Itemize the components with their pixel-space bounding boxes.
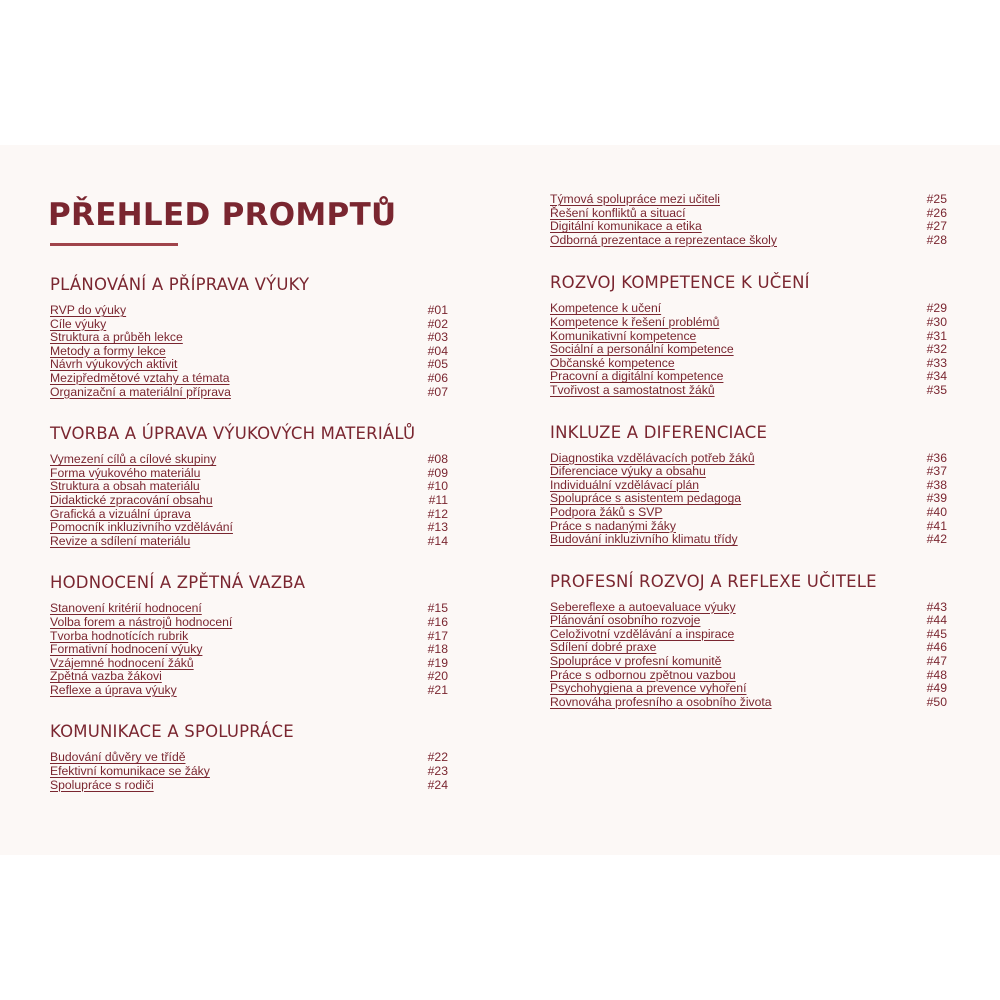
toc-entry — [550, 492, 947, 506]
toc-entry — [550, 193, 947, 207]
entry-number: #15 — [427, 601, 448, 616]
toc-entry — [550, 655, 947, 669]
entry-link[interactable]: Spolupráce v profesní komunitě — [550, 654, 722, 669]
entry-number: #24 — [427, 777, 448, 792]
toc-entry — [550, 520, 947, 534]
entry-number: #06 — [427, 370, 448, 385]
entry-link[interactable]: Budování důvěry ve třídě — [50, 750, 186, 765]
toc-entry — [550, 601, 947, 615]
entry-number: #12 — [427, 506, 448, 521]
entry-number: #20 — [427, 669, 448, 684]
entry-link[interactable]: Diagnostika vzdělávacích potřeb žáků — [550, 450, 755, 465]
entry-number: #45 — [926, 626, 947, 641]
toc-entry — [550, 669, 947, 683]
toc-section — [550, 193, 947, 247]
entry-number: #03 — [427, 330, 448, 345]
entry-link[interactable]: Práce s odbornou zpětnou vazbou — [550, 667, 736, 682]
toc-entry — [550, 370, 947, 384]
toc-entry — [50, 616, 448, 630]
toc-section — [550, 572, 947, 710]
entry-number: #42 — [926, 532, 947, 547]
entry-number: #46 — [926, 640, 947, 655]
toc-section — [550, 423, 947, 547]
toc-entry — [50, 535, 448, 549]
entry-link[interactable]: Návrh výukových aktivit — [50, 357, 178, 372]
entry-link[interactable]: Cíle výuky — [50, 316, 107, 331]
toc-entry — [50, 602, 448, 616]
entry-number: #34 — [926, 369, 947, 384]
entry-link[interactable]: RVP do výuky — [50, 303, 127, 317]
entry-number: #16 — [427, 614, 448, 629]
entry-link[interactable]: Občanské kompetence — [550, 355, 675, 370]
entry-list — [50, 304, 448, 399]
section-heading: INKLUZE A DIFERENCIACE — [550, 422, 768, 442]
entry-link[interactable]: Struktura a obsah materiálu — [50, 479, 200, 494]
entry-link[interactable]: Komunikativní kompetence — [550, 328, 697, 343]
toc-entry — [50, 508, 448, 522]
toc-entry — [550, 302, 947, 316]
entry-list — [550, 193, 947, 247]
toc-entry — [550, 696, 947, 710]
entry-number: #25 — [926, 192, 947, 206]
toc-section — [50, 424, 448, 548]
toc-entry — [50, 630, 448, 644]
entry-number: #44 — [926, 613, 947, 628]
entry-link[interactable]: Mezipředmětové vztahy a témata — [50, 370, 230, 385]
toc-entry — [50, 670, 448, 684]
entry-link[interactable]: Odborná prezentace a reprezentace školy — [550, 232, 777, 247]
entry-link[interactable]: Organizační a materiální příprava — [50, 384, 231, 399]
toc-entry — [50, 684, 448, 698]
toc-entry — [50, 751, 448, 765]
toc-entry — [50, 386, 448, 400]
entry-number: #43 — [926, 599, 947, 614]
entry-link[interactable]: Didaktické zpracování obsahu — [50, 492, 213, 507]
entry-number: #19 — [427, 655, 448, 670]
entry-link[interactable]: Metody a formy lekce — [50, 343, 166, 358]
entry-link[interactable]: Volba forem a nástrojů hodnocení — [50, 614, 233, 629]
entry-link[interactable]: Forma výukového materiálu — [50, 465, 201, 480]
toc-entry — [550, 207, 947, 221]
toc-entry — [50, 657, 448, 671]
left-column — [50, 275, 448, 817]
toc-entry — [550, 357, 947, 371]
toc-entry — [550, 533, 947, 547]
toc-entry — [550, 479, 947, 493]
entry-link[interactable]: Rovnováha profesního a osobního života — [550, 694, 772, 709]
entry-number: #35 — [926, 382, 947, 397]
toc-entry — [50, 643, 448, 657]
toc-entry — [50, 494, 448, 508]
section-heading: TVORBA A ÚPRAVA VÝUKOVÝCH MATERIÁLŮ — [50, 424, 416, 444]
entry-number: #38 — [926, 477, 947, 492]
entry-number: #10 — [427, 479, 448, 494]
entry-number: #28 — [926, 232, 947, 247]
entry-link[interactable]: Budování inkluzivního klimatu třídy — [550, 532, 738, 547]
entry-link[interactable]: Podpora žáků s SVP — [550, 504, 663, 519]
section-heading: ROZVOJ KOMPETENCE K UČENÍ — [550, 273, 810, 293]
entry-link[interactable]: Digitální komunikace a etika — [550, 219, 702, 234]
right-column — [550, 193, 947, 734]
entry-link[interactable]: Řešení konfliktů a situací — [550, 205, 686, 220]
entry-link[interactable]: Tvorba hodnotících rubrik — [50, 628, 189, 643]
entry-link[interactable]: Sociální a personální kompetence — [550, 342, 734, 357]
entry-number: #27 — [926, 219, 947, 234]
entry-number: #32 — [926, 342, 947, 357]
section-heading: HODNOCENÍ A ZPĚTNÁ VAZBA — [50, 573, 306, 593]
entry-link[interactable]: Revize a sdílení materiálu — [50, 533, 191, 548]
toc-entry — [50, 765, 448, 779]
entry-number: #11 — [428, 492, 448, 507]
entry-link[interactable]: Plánování osobního rozvoje — [550, 613, 701, 628]
toc-entry — [50, 372, 448, 386]
entry-number: #31 — [926, 328, 947, 343]
entry-number: #50 — [926, 694, 947, 709]
entry-link[interactable]: Struktura a průběh lekce — [50, 330, 183, 345]
entry-link[interactable]: Pomocník inkluzivního vzdělávání — [50, 520, 233, 535]
entry-number: #29 — [926, 301, 947, 316]
entry-number: #13 — [427, 520, 448, 535]
toc-entry — [550, 682, 947, 696]
entry-number: #18 — [427, 642, 448, 657]
entry-link[interactable]: Stanovení kritérií hodnocení — [50, 601, 202, 616]
entry-list — [50, 602, 448, 697]
toc-entry — [550, 330, 947, 344]
toc-entry — [550, 316, 947, 330]
toc-entry — [50, 779, 448, 793]
toc-entry — [50, 304, 448, 318]
entry-number: #22 — [427, 750, 448, 765]
entry-list — [550, 452, 947, 547]
entry-link[interactable]: Grafická a vizuální úprava — [50, 506, 191, 521]
entry-number: #23 — [427, 764, 448, 779]
entry-link[interactable]: Reflexe a úprava výuky — [50, 682, 177, 697]
entry-number: #04 — [427, 343, 448, 358]
toc-entry — [50, 467, 448, 481]
entry-list — [550, 302, 947, 397]
entry-number: #14 — [427, 533, 448, 548]
toc-entry — [550, 384, 947, 398]
entry-number: #37 — [926, 464, 947, 479]
title-underline — [50, 243, 178, 246]
entry-number: #02 — [427, 316, 448, 331]
entry-link[interactable]: Kompetence k řešení problémů — [550, 314, 720, 329]
entry-list — [550, 601, 947, 710]
entry-number: #07 — [427, 384, 448, 399]
entry-link[interactable]: Formativní hodnocení výuky — [50, 642, 203, 657]
entry-link[interactable]: Práce s nadanými žáky — [550, 518, 676, 533]
entry-number: #47 — [926, 654, 947, 669]
entry-number: #36 — [926, 450, 947, 465]
entry-link[interactable]: Sdílení dobré praxe — [550, 640, 657, 655]
toc-section — [50, 722, 448, 792]
entry-number: #49 — [926, 681, 947, 696]
toc-entry — [50, 480, 448, 494]
toc-section — [50, 573, 448, 697]
toc-entry — [50, 453, 448, 467]
section-heading: PLÁNOVÁNÍ A PŘÍPRAVA VÝUKY — [50, 275, 310, 294]
toc-entry — [550, 343, 947, 357]
entry-number: #33 — [926, 355, 947, 370]
entry-number: #39 — [926, 491, 947, 506]
toc-entry — [50, 358, 448, 372]
toc-entry — [50, 318, 448, 332]
entry-link[interactable]: Kompetence k učení — [550, 301, 662, 316]
toc-section — [50, 275, 448, 399]
entry-number: #40 — [926, 504, 947, 519]
entry-number: #21 — [427, 682, 448, 697]
entry-link[interactable]: Individuální vzdělávací plán — [550, 477, 700, 492]
entry-link[interactable]: Týmová spolupráce mezi učiteli — [550, 192, 721, 206]
entry-number: #05 — [427, 357, 448, 372]
entry-link[interactable]: Pracovní a digitální kompetence — [550, 369, 724, 384]
section-heading: KOMUNIKACE A SPOLUPRÁCE — [50, 722, 294, 742]
entry-number: #48 — [926, 667, 947, 682]
page-title: PŘEHLED PROMPTŮ — [48, 197, 397, 233]
entry-number: #26 — [926, 205, 947, 220]
entry-link[interactable]: Psychohygiena a prevence vyhoření — [550, 681, 747, 696]
entry-list — [50, 453, 448, 548]
entry-link[interactable]: Diferenciace výuky a obsahu — [550, 464, 706, 479]
entry-link[interactable]: Sebereflexe a autoevaluace výuky — [550, 599, 736, 614]
entry-link[interactable]: Spolupráce s asistentem pedagoga — [550, 491, 742, 506]
entry-number: #01 — [427, 303, 448, 317]
toc-entry — [550, 641, 947, 655]
toc-entry — [550, 220, 947, 234]
entry-list — [50, 751, 448, 792]
toc-entry — [50, 345, 448, 359]
toc-entry — [550, 614, 947, 628]
toc-entry — [550, 234, 947, 248]
toc-entry — [50, 521, 448, 535]
toc-entry — [550, 465, 947, 479]
entry-number: #41 — [926, 518, 947, 533]
toc-entry — [550, 452, 947, 466]
entry-link[interactable]: Vzájemné hodnocení žáků — [50, 655, 194, 670]
entry-link[interactable]: Vymezení cílů a cílové skupiny — [50, 452, 217, 467]
entry-link[interactable]: Zpětná vazba žákovi — [50, 669, 162, 684]
entry-link[interactable]: Efektivní komunikace se žáky — [50, 764, 210, 779]
entry-link[interactable]: Tvořivost a samostatnost žáků — [550, 382, 715, 397]
entry-link[interactable]: Celoživotní vzdělávání a inspirace — [550, 626, 735, 641]
entry-link[interactable]: Spolupráce s rodiči — [50, 777, 154, 792]
toc-entry — [50, 331, 448, 345]
toc-section — [550, 273, 947, 397]
entry-number: #17 — [427, 628, 448, 643]
toc-entry — [550, 506, 947, 520]
entry-number: #30 — [926, 314, 947, 329]
entry-number: #09 — [427, 465, 448, 480]
section-heading: PROFESNÍ ROZVOJ A REFLEXE UČITELE — [550, 571, 877, 591]
entry-number: #08 — [427, 452, 448, 467]
toc-entry — [550, 628, 947, 642]
